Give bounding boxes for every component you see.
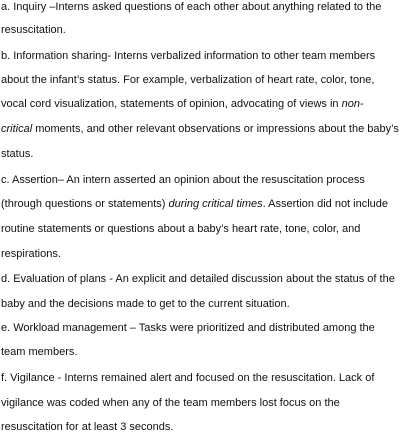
assertion-emphasis: during critical times [168, 198, 263, 210]
assertion-text: respirations. [1, 248, 61, 260]
information-sharing-line-2 [1, 74, 374, 87]
assertion-line-2 [1, 198, 388, 211]
information-sharing-text: about the infant’s status. For example, verbalization of heart rate, color, tone, [1, 74, 375, 86]
vigilance-text: resuscitation for at least 3 seconds. [1, 421, 174, 433]
vigilance-line-1 [1, 372, 374, 385]
information-sharing-text: status. [1, 148, 34, 160]
vigilance-line-2 [1, 397, 340, 410]
inquiry-line-1 [1, 1, 381, 14]
evaluation-text: baby and the decisions made to get to the current situation. [1, 298, 290, 310]
assertion-line-4 [1, 248, 61, 261]
information-sharing-text: moments, and other relevant observations or impressions about the baby’s [32, 123, 399, 135]
inquiry-line-2 [1, 24, 66, 37]
inquiry-text: a. Inquiry –Interns asked questions of each other about anything related to the [1, 1, 382, 13]
information-sharing-text: b. Information sharing- Interns verbalized information to other team members [1, 50, 376, 62]
evaluation-text: d. Evaluation of plans - An explicit and detailed discussion about the status of the [1, 273, 395, 285]
workload-line-1 [1, 322, 375, 335]
inquiry-text: resuscitation. [1, 24, 66, 36]
assertion-text: c. Assertion– An intern asserted an opinion about the resuscitation process [1, 174, 365, 186]
information-sharing-emphasis: critical [1, 123, 33, 135]
information-sharing-line-3 [1, 98, 364, 111]
information-sharing-emphasis: non- [341, 98, 364, 110]
information-sharing-line-1 [1, 50, 375, 63]
vigilance-text: vigilance was coded when any of the team members lost focus on the [1, 397, 340, 409]
assertion-line-1 [1, 174, 365, 187]
assertion-line-3 [1, 223, 360, 236]
assertion-text: routine statements or questions about a baby’s heart rate, tone, color, and [1, 223, 361, 235]
evaluation-line-2 [1, 298, 290, 311]
assertion-text: . Assertion did not include [262, 198, 389, 210]
information-sharing-line-4 [1, 123, 399, 136]
information-sharing-text: vocal cord visualization, statements of opinion, advocating of views in [1, 98, 342, 110]
workload-text: team members. [1, 346, 78, 358]
information-sharing-line-5 [1, 148, 33, 161]
vigilance-text: f. Vigilance - Interns remained alert and focused on the resuscitation. Lack of [1, 372, 375, 384]
workload-text: e. Workload management – Tasks were prioritized and distributed among the [1, 322, 375, 334]
evaluation-line-1 [1, 273, 395, 286]
assertion-text: (through questions or statements) [1, 198, 169, 210]
vigilance-line-3 [1, 421, 173, 434]
workload-line-2 [1, 346, 77, 359]
